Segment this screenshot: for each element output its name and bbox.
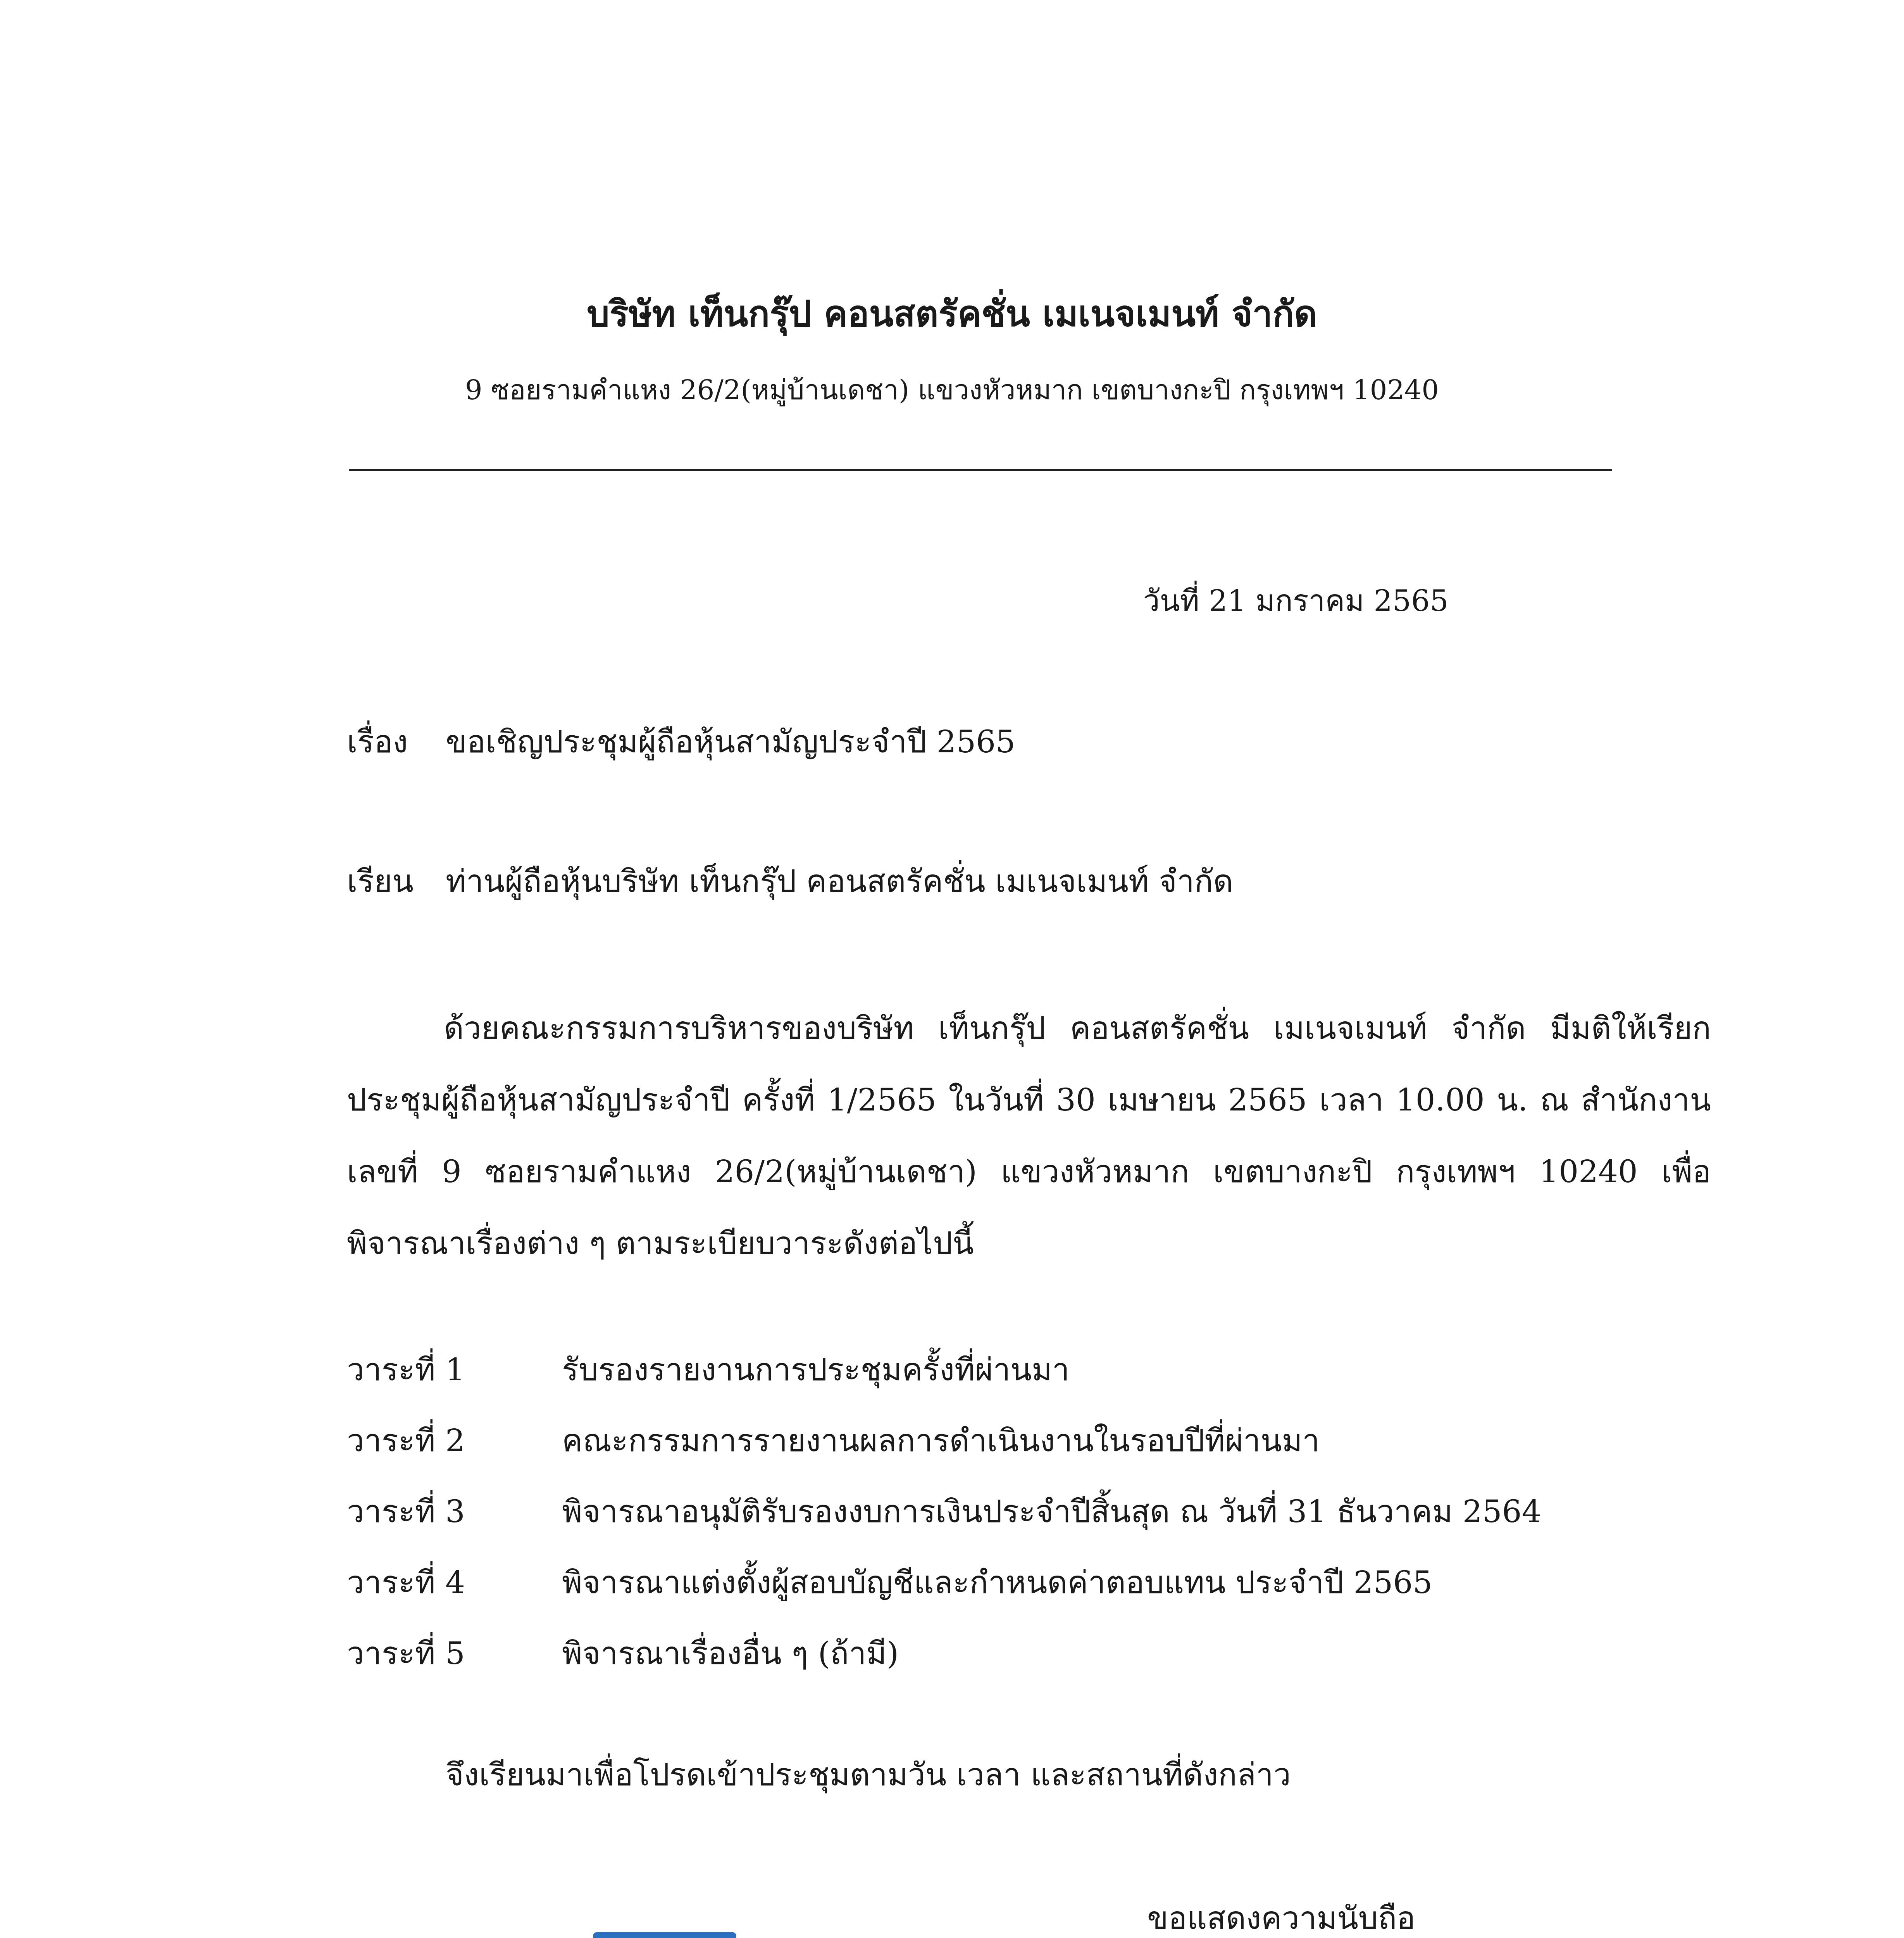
agenda-number: วาระที่ 4 <box>347 1564 465 1600</box>
agenda-item <box>347 1629 1541 1700</box>
agenda-item <box>347 1416 1541 1487</box>
subject-label: เรื่อง <box>347 724 408 760</box>
agenda-item <box>347 1558 1541 1629</box>
agenda-item <box>347 1487 1541 1558</box>
letter-date: วันที่ 21 มกราคม 2565 <box>1143 583 1449 618</box>
regards-line: ขอแสดงความนับถือ <box>1147 1900 1416 1936</box>
agenda-item <box>347 1345 1541 1416</box>
recipient-text: ท่านผู้ถือหุ้นบริษัท เท็นกรุ๊ป คอนสตรัคชั่น เมเนจเมนท์ จำกัด <box>446 863 1234 899</box>
company-address: 9 ซอยรามคำแหง 26/2(หมู่บ้านเดชา) แขวงหัวหมาก เขตบางกะปิ กรุงเทพฯ 10240 <box>465 374 1439 406</box>
company-stamp-icon <box>531 1928 748 1938</box>
company-name: บริษัท เท็นกรุ๊ป คอนสตรัคชั่น เมเนจเมนท์ จำกัด <box>587 293 1317 334</box>
agenda-number: วาระที่ 5 <box>347 1635 465 1671</box>
agenda-text: รับรองรายงานการประชุมครั้งที่ผ่านมา <box>562 1352 1070 1388</box>
agenda-number: วาระที่ 3 <box>347 1493 465 1529</box>
agenda-number: วาระที่ 1 <box>347 1352 465 1388</box>
agenda-text: คณะกรรมการรายงานผลการดำเนินงานในรอบปีที่ผ่านมา <box>562 1422 1320 1459</box>
agenda-text: พิจารณาอนุมัติรับรองงบการเงินประจำปีสิ้นสุด ณ วันที่ 31 ธันวาคม 2564 <box>562 1493 1542 1529</box>
body-paragraph: ด้วยคณะกรรมการบริหารของบริษัท เท็นกรุ๊ป คอนสตรัคชั่น เมเนจเมนท์ จำกัด มีมติให้เรียกประชุมผู้ถือหุ้นสามัญประจำปี ครั้งที่ 1/2565 ในวันที่ 30 เมษายน 2565 เวลา 10.00 น. ณ สำนักงานเลขที่ 9 ซอยรามคำแหง 26/2(หมู่บ้านเดชา) แขวงหัวหมาก เขตบางกะปิ กรุงเทพฯ 10240 เพื่อพิจารณาเรื่องต่าง ๆ ตามระเบียบวาระดังต่อไปนี้ <box>347 1010 1711 1261</box>
subject-text: ขอเชิญประชุมผู้ถือหุ้นสามัญประจำปี 2565 <box>446 724 1016 760</box>
agenda-text: พิจารณาแต่งตั้งผู้สอบบัญชีและกำหนดค่าตอบแทน ประจำปี 2565 <box>562 1564 1433 1600</box>
agenda-number: วาระที่ 2 <box>347 1422 465 1459</box>
recipient-line <box>347 857 1233 906</box>
agenda-list <box>347 1345 1541 1700</box>
header-divider <box>349 469 1612 471</box>
agenda-text: พิจารณาเรื่องอื่น ๆ (ถ้ามี) <box>562 1635 899 1671</box>
closing-line: จึงเรียนมาเพื่อโปรดเข้าประชุมตามวัน เวลา และสถานที่ดังกล่าว <box>446 1757 1291 1793</box>
recipient-label: เรียน <box>347 863 414 899</box>
subject-line <box>347 717 1015 766</box>
